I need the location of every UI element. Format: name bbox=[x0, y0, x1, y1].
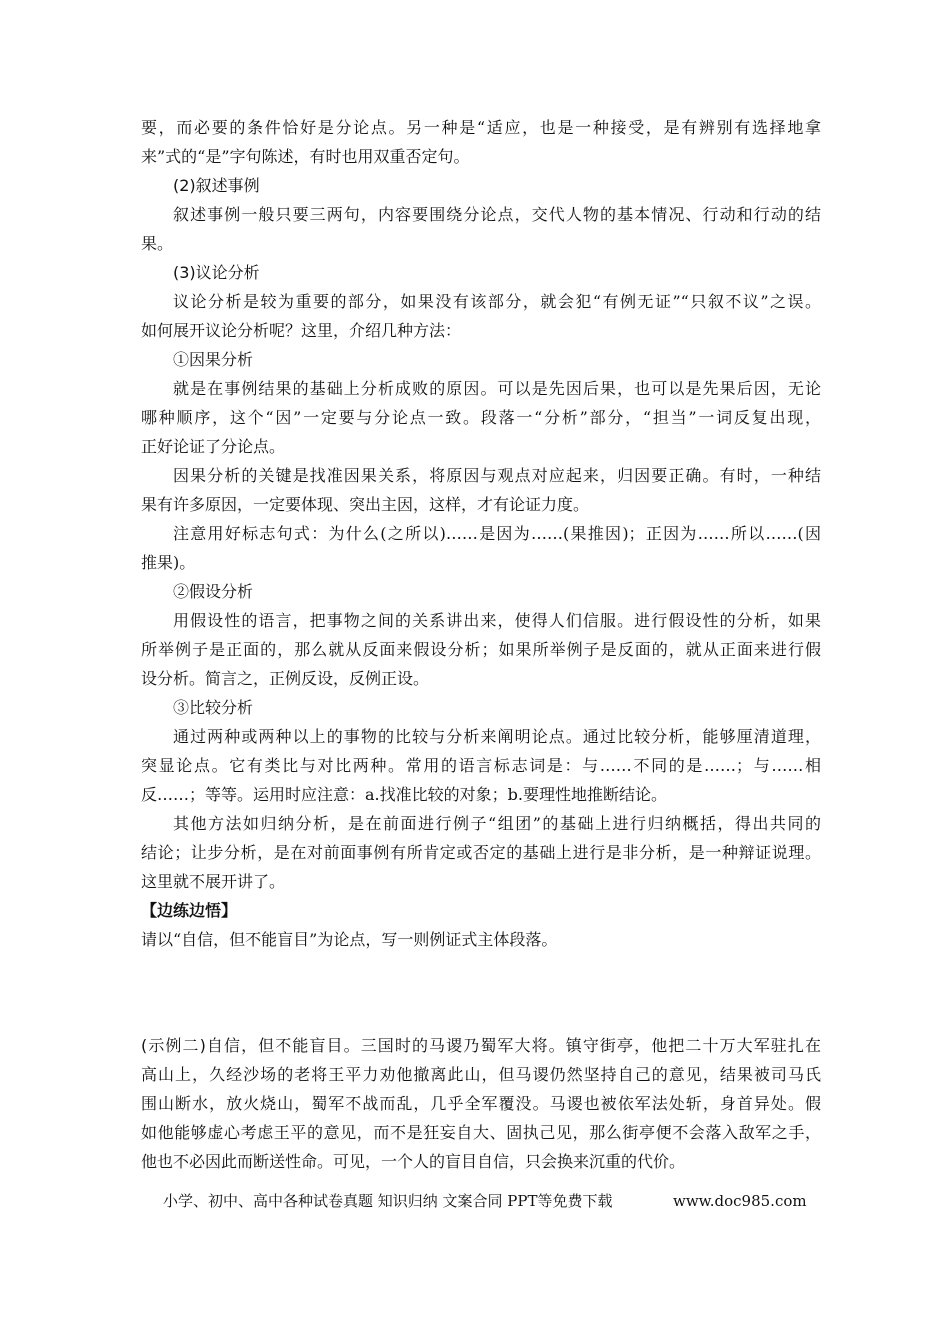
practice-prompt: 请以“自信，但不能盲目”为论点，写一则例证式主体段落。 bbox=[141, 930, 558, 949]
text-line: 通过两种或两种以上的事物的比较与分析来阐明论点。通过比较分析，能够厘清道理， bbox=[173, 727, 821, 746]
text-line: 就是在事例结果的基础上分析成败的原因。可以是先因后果，也可以是先果后因，无论 bbox=[173, 379, 821, 398]
paragraph-condition bbox=[141, 113, 821, 171]
paragraph-narrate bbox=[141, 200, 821, 258]
paragraph-cause-2 bbox=[141, 461, 821, 519]
section-heading-analysis: (3)议论分析 bbox=[173, 263, 260, 282]
text-line: 高山上，久经沙场的老将王平力劝他撤离此山，但马谡仍然坚持自己的意见，结果被司马氏 bbox=[141, 1065, 821, 1084]
text-line: (示例二)自信，但不能盲目。三国时的马谡乃蜀军大将。镇守街亭，他把二十万大军驻扎在 bbox=[141, 1036, 821, 1055]
text-line: 叙述事例一般只要三两句，内容要围绕分论点，交代人物的基本情况、行动和行动的结 bbox=[173, 205, 821, 224]
text-line: 设分析。简言之，正例反设，反例正设。 bbox=[141, 669, 430, 688]
text-line: 果有许多原因，一定要体现、突出主因，这样，才有论证力度。 bbox=[141, 495, 590, 514]
text-line: 如他能够虚心考虑王平的意见，而不是狂妄自大、固执己见，那么街亭便不会落入敌军之手， bbox=[141, 1123, 821, 1142]
text-line: 如何展开议论分析呢？这里，介绍几种方法： bbox=[141, 321, 462, 340]
paragraph-other-methods bbox=[141, 809, 821, 896]
text-line: 这里就不展开讲了。 bbox=[141, 872, 286, 891]
text-line: 来”式的“是”字句陈述，有时也用双重否定句。 bbox=[141, 147, 470, 166]
section-heading-narrate: (2)叙述事例 bbox=[173, 176, 260, 195]
text-line: 其他方法如归纳分析，是在前面进行例子“组团”的基础上进行归纳概括，得出共同的 bbox=[173, 814, 821, 833]
paragraph-cause-3 bbox=[141, 519, 821, 577]
text-line: 因果分析的关键是找准因果关系，将原因与观点对应起来，归因要正确。有时，一种结 bbox=[173, 466, 821, 485]
text-line: 注意用好标志句式：为什么(之所以)……是因为……(果推因)；正因为……所以……(因 bbox=[173, 524, 821, 543]
text-line: 他也不必因此而断送性命。可见，一个人的盲目自信，只会换来沉重的代价。 bbox=[141, 1152, 686, 1171]
text-line: 推果)。 bbox=[141, 553, 196, 572]
text-line: 围山断水，放火烧山，蜀军不战而乱，几乎全军覆没。马谡也被依军法处斩，身首异处。假 bbox=[141, 1094, 821, 1113]
method-heading-comparison: ③比较分析 bbox=[173, 698, 254, 717]
sample-answer bbox=[141, 1031, 821, 1176]
text-line: 正好论证了分论点。 bbox=[141, 437, 286, 456]
practice-label: 【边练边悟】 bbox=[141, 901, 238, 920]
paragraph-hypothesis bbox=[141, 606, 821, 693]
paragraph-cause-1 bbox=[141, 374, 821, 461]
text-line: 突显论点。它有类比与对比两种。常用的语言标志词是：与……不同的是……；与……相 bbox=[141, 756, 821, 775]
page-footer bbox=[163, 1188, 807, 1214]
text-line: 结论；让步分析，是在对前面事例有所肯定或否定的基础上进行是非分析，是一种辩证说理。 bbox=[141, 843, 821, 862]
method-heading-cause: ①因果分析 bbox=[173, 350, 254, 369]
text-line: 反……；等等。运用时应注意：a.找准比较的对象；b.要理性地推断结论。 bbox=[141, 785, 667, 804]
method-heading-hypothesis: ②假设分析 bbox=[173, 582, 254, 601]
text-line: 用假设性的语言，把事物之间的关系讲出来，使得人们信服。进行假设性的分析，如果 bbox=[173, 611, 821, 630]
main-text bbox=[141, 113, 821, 954]
paragraph-analysis bbox=[141, 287, 821, 345]
paragraph-comparison bbox=[141, 722, 821, 809]
text-line: 要，而必要的条件恰好是分论点。另一种是“适应，也是一种接受，是有辨别有选择地拿 bbox=[141, 118, 821, 137]
text-line: 所举例子是正面的，那么就从反面来假设分析；如果所举例子是反面的，就从正面来进行假 bbox=[141, 640, 821, 659]
footer-text: 小学、初中、高中各种试卷真题 知识归纳 文案合同 PPT等免费下载 bbox=[163, 1192, 613, 1210]
text-line: 果。 bbox=[141, 234, 174, 253]
text-line: 哪种顺序，这个“因”一定要与分论点一致。段落一“分析”部分，“担当”一词反复出现， bbox=[141, 408, 821, 427]
text-line: 议论分析是较为重要的部分，如果没有该部分，就会犯“有例无证”“只叙不议”之误。 bbox=[173, 292, 821, 311]
footer-site-link[interactable]: www.doc985.com bbox=[673, 1192, 807, 1210]
